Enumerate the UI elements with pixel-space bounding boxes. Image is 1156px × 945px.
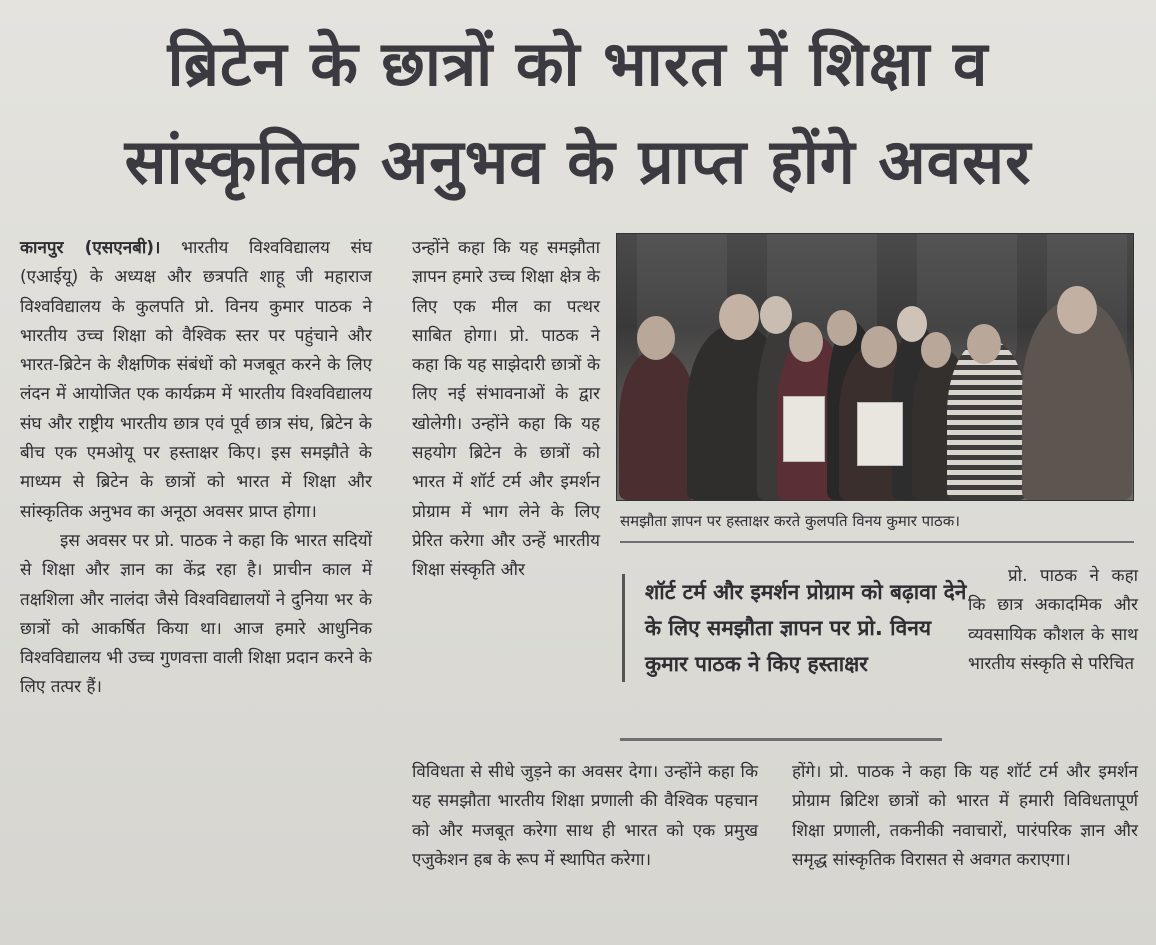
person-head — [1057, 286, 1097, 334]
article-paragraph-2: इस अवसर पर प्रो. पाठक ने कहा कि भारत सदियों से शिक्षा और ज्ञान का केंद्र रहा है। प्राचीन काल में तक्षशिला और नालंदा जैसे विश्वविद्यालयों ने दुनिया भर के छात्रों को आकर्षित किया था। आज हमारे आधुनिक विश्वविद्यालय भी उच्च गुणवत्ता वाली शिक्षा प्रदान करने के लिए तत्पर हैं। — [20, 530, 372, 698]
person-head — [921, 332, 951, 368]
article-column-1 — [20, 234, 372, 703]
paragraph-text: भारतीय विश्वविद्यालय संघ (एआईयू) के अध्यक्ष और छत्रपति शाहू जी महाराज विश्वविद्यालय के कुलपति प्रो. विनय कुमार पाठक ने भारतीय उच्च शिक्षा को वैश्विक स्तर पर पहुंचाने और भारत-ब्रिटेन के शैक्षणिक संबंधों को मजबूत करने के लिए लंदन में आयोजित एक कार्यक्रम में भारतीय विश्वविद्यालय संघ और राष्ट्रीय भारतीय छात्र एवं पूर्व छात्र संघ, ब्रिटेन के बीच एक एमओयू पर हस्ताक्षर किए। इस समझौते के माध्यम से ब्रिटेन के छात्रों को भारत में शिक्षा और सांस्कृतिक अनुभव का अनूठा अवसर प्राप्त होगा। — [20, 238, 373, 522]
article-paragraph-1 — [20, 234, 372, 527]
article-paragraph-6: होंगे। प्रो. पाठक ने कहा कि यह शॉर्ट टर्म और इमर्शन प्रोग्राम ब्रिटिश छात्रों को भारत में हमारी विविधतापूर्ण शिक्षा प्रणाली, तकनीकी नवाचारों, पारंपरिक ज्ञान और समृद्ध सांस्कृतिक विरासत से अवगत कराएगा। — [792, 762, 1138, 870]
person-head — [827, 310, 857, 346]
article-paragraph-4: विविधता से सीधे जुड़ने का अवसर देगा। उन्होंने कहा कि यह समझौता भारतीय शिक्षा प्रणाली की वैश्विक पहचान को और मजबूत करेगा साथ ही भारत को एक प्रमुख एजुकेशन हब के रूप में स्थापित करेगा। — [412, 762, 758, 870]
article-column-3-continued — [792, 758, 1138, 875]
article-column-2-continued — [412, 758, 758, 875]
mou-document — [857, 402, 903, 466]
person-head — [861, 326, 897, 368]
person-head — [719, 294, 759, 340]
news-photo — [616, 233, 1134, 501]
article-column-3 — [968, 562, 1138, 679]
article-paragraph-5: प्रो. पाठक ने कहा कि छात्र अकादमिक और व्यवसायिक कौशल के साथ भारतीय संस्कृति से परिचित — [968, 566, 1138, 674]
person-head — [967, 324, 1001, 364]
pull-quote-divider — [620, 738, 942, 741]
headline-line-2: सांस्कृतिक अनुभव के प्राप्त होंगे अवसर — [124, 125, 1032, 198]
photo-caption: समझौता ज्ञापन पर हस्ताक्षर करते कुलपति विनय कुमार पाठक। — [620, 512, 960, 530]
mou-document — [783, 396, 825, 462]
person-figure — [947, 340, 1027, 500]
person-figure — [619, 350, 697, 500]
headline-line-1: ब्रिटेन के छात्रों को भारत में शिक्षा व — [167, 27, 989, 100]
article-column-2 — [412, 234, 600, 586]
person-head — [789, 322, 823, 362]
person-head — [897, 306, 927, 342]
pull-quote: शॉर्ट टर्म और इमर्शन प्रोग्राम को बढ़ावा देने के लिए समझौता ज्ञापन पर प्रो. विनय कुमार पाठक ने किए हस्ताक्षर — [622, 574, 975, 682]
dateline: कानपुर (एसएनबी)। — [20, 238, 161, 258]
article-paragraph-3: उन्होंने कहा कि यह समझौता ज्ञापन हमारे उच्च शिक्षा क्षेत्र के लिए एक मील का पत्थर साबित होगा। प्रो. पाठक ने कहा कि यह साझेदारी छात्रों के लिए नई संभावनाओं के द्वार खोलेगी। उन्होंने कहा कि यह सहयोग ब्रिटेन के छात्रों को भारत में शॉर्ट टर्म और इमर्शन प्रोग्राम में भाग लेने के लिए प्रेरित करेगा और उन्हें भारतीय शिक्षा संस्कृति और — [412, 238, 600, 581]
caption-divider — [620, 541, 1134, 543]
person-head — [637, 316, 675, 360]
person-head — [760, 296, 792, 334]
